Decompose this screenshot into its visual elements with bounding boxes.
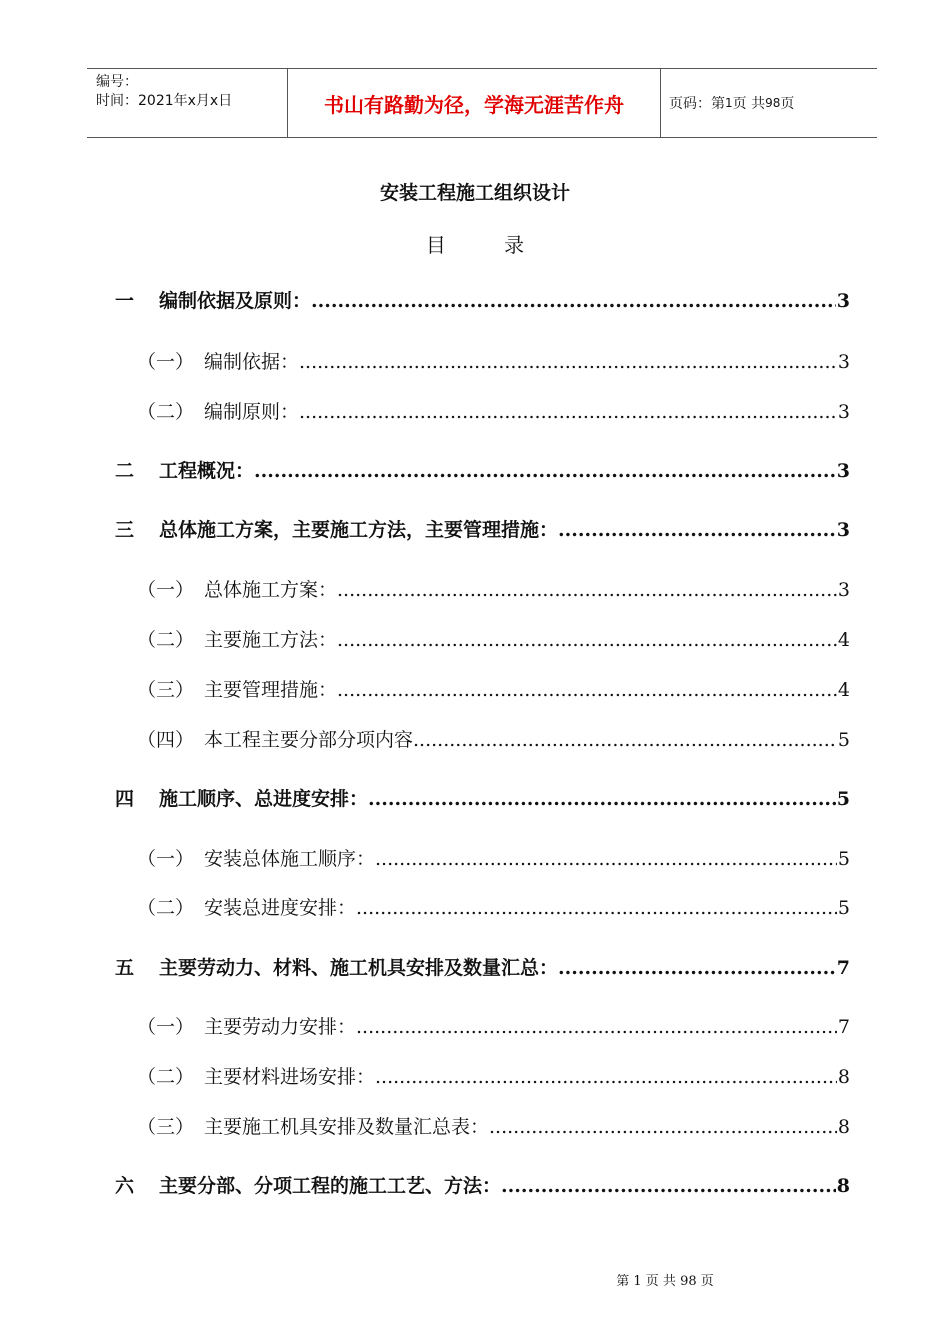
toc-text: 总体施工方案，主要施工方法，主要管理措施： (159, 519, 559, 541)
toc-text: 主要管理措施： (204, 679, 338, 701)
toc-number: （一） (137, 579, 195, 601)
document-title: 安装工程施工组织设计 (379, 182, 570, 204)
toc-page: 3 (837, 401, 850, 423)
toc-leader (413, 729, 837, 751)
toc-number: （三） (137, 1116, 195, 1138)
toc-leader (337, 679, 837, 701)
toc-leader (337, 629, 837, 651)
toc-page: 8 (836, 1175, 850, 1197)
toc-page: 5 (837, 848, 850, 870)
toc-number: 二 (115, 460, 135, 482)
toc-page: 5 (837, 729, 850, 751)
toc-page: 8 (837, 1116, 850, 1138)
toc-entry[interactable] (115, 347, 850, 374)
toc-text: 安装总体施工顺序： (204, 848, 376, 870)
toc-heading: 目 录 (425, 233, 551, 257)
toc-leader (299, 351, 837, 373)
toc-entry[interactable] (115, 1112, 850, 1139)
toc-leader (356, 897, 837, 919)
toc-entry[interactable] (115, 725, 850, 752)
toc-page: 3 (837, 579, 850, 601)
toc-number: （二） (137, 629, 195, 651)
toc-page: 3 (836, 460, 850, 482)
toc-leader (337, 579, 837, 601)
toc-text: 安装总进度安排： (204, 897, 357, 919)
toc-leader (375, 1066, 837, 1088)
header-motto: 书山有路勤为径，学海无涯苦作舟 (288, 69, 661, 137)
toc-entry[interactable] (115, 286, 850, 313)
page-number: 1 (725, 96, 733, 110)
page-mid: 页 共 (732, 96, 766, 112)
toc-entry[interactable] (115, 575, 850, 602)
toc-text: 主要施工方法： (204, 629, 338, 651)
toc-leader (375, 848, 837, 870)
toc-entry[interactable] (115, 625, 850, 652)
toc-number: 五 (115, 957, 135, 979)
toc-text: 本工程主要分部分项内容 (204, 729, 414, 751)
toc-entry[interactable] (115, 844, 850, 871)
page-end: 页 (780, 96, 795, 112)
toc-text: 主要分部、分项工程的施工工艺、方法： (159, 1175, 502, 1197)
page-label: 页码：第 (669, 96, 725, 112)
toc-page: 3 (836, 519, 850, 541)
toc-number: （四） (137, 729, 195, 751)
toc-page: 3 (837, 351, 850, 373)
toc-number: （二） (137, 1066, 195, 1088)
toc-text: 总体施工方案： (204, 579, 338, 601)
toc-entry[interactable] (115, 893, 850, 920)
toc-entry[interactable] (115, 784, 850, 811)
footer-page: 1 (633, 1274, 642, 1289)
toc-number: （一） (137, 1016, 195, 1038)
footer-total: 98 (680, 1274, 697, 1289)
toc-entry[interactable] (115, 515, 850, 542)
toc-page: 4 (837, 679, 850, 701)
toc-entry[interactable] (115, 1012, 850, 1039)
toc-page: 7 (836, 957, 850, 979)
toc-leader (368, 788, 836, 810)
toc-text: 主要劳动力、材料、施工机具安排及数量汇总： (159, 957, 559, 979)
toc-leader (558, 519, 836, 541)
toc-entry[interactable] (115, 397, 850, 424)
toc-entry[interactable] (115, 675, 850, 702)
toc-number: 六 (115, 1175, 135, 1197)
header-meta (87, 69, 288, 137)
toc-leader (501, 1175, 836, 1197)
toc-entry[interactable] (115, 456, 850, 483)
toc-page: 5 (836, 788, 850, 810)
toc-number: 一 (115, 290, 135, 312)
page-footer (0, 1270, 950, 1289)
toc-text: 编制依据及原则： (159, 290, 312, 312)
toc-text: 主要施工机具安排及数量汇总表： (204, 1116, 490, 1138)
toc-number: （一） (137, 351, 195, 373)
footer-mid: 页 共 (645, 1274, 676, 1289)
code-label: 编号： (96, 74, 138, 90)
toc-entry[interactable] (115, 1171, 850, 1198)
header-page-info (661, 69, 877, 137)
toc-number: 四 (115, 788, 135, 810)
toc-entry[interactable] (115, 1062, 850, 1089)
toc-leader (311, 290, 836, 312)
toc-number: （二） (137, 401, 195, 423)
toc-leader (254, 460, 836, 482)
toc-page: 4 (837, 629, 850, 651)
time-label: 时间：2021年x月x日 (96, 93, 233, 109)
toc-entry[interactable] (115, 953, 850, 980)
toc-number: （一） (137, 848, 195, 870)
toc-text: 工程概况： (159, 460, 255, 482)
toc-page: 8 (837, 1066, 850, 1088)
toc-number: （二） (137, 897, 195, 919)
toc-text: 编制原则： (204, 401, 300, 423)
toc-number: 三 (115, 519, 135, 541)
toc-page: 7 (837, 1016, 850, 1038)
toc-page: 5 (837, 897, 850, 919)
toc-number: （三） (137, 679, 195, 701)
page-header (87, 68, 877, 138)
footer-suffix: 页 (700, 1274, 714, 1289)
toc-leader (299, 401, 837, 423)
footer-prefix: 第 (616, 1274, 630, 1289)
toc-text: 主要材料进场安排： (204, 1066, 376, 1088)
toc-leader (356, 1016, 837, 1038)
toc-text: 编制依据： (204, 351, 300, 373)
toc-leader (489, 1116, 837, 1138)
page-total: 98 (765, 96, 781, 110)
toc-text: 施工顺序、总进度安排： (159, 788, 369, 810)
toc-text: 主要劳动力安排： (204, 1016, 357, 1038)
toc-page: 3 (836, 290, 850, 312)
toc-leader (558, 957, 836, 979)
